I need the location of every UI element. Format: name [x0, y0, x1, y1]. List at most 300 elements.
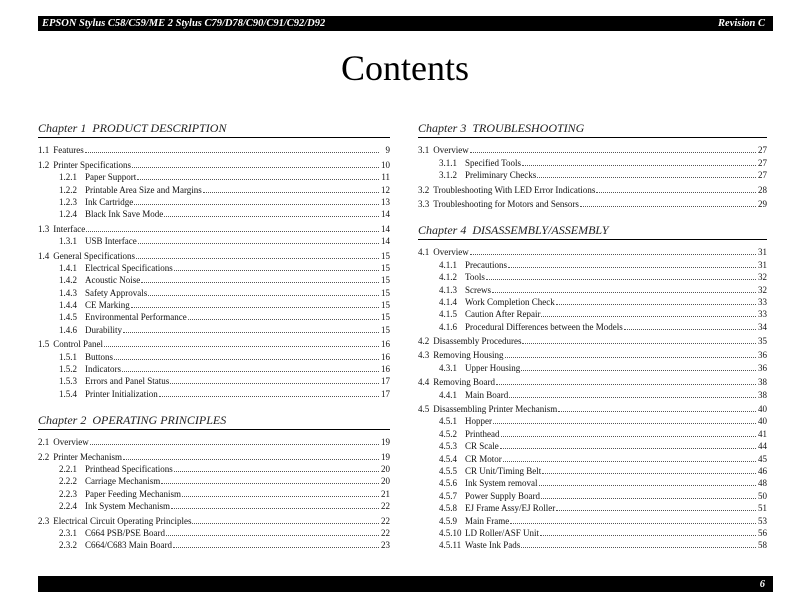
entry-title: Printhead Specifications — [85, 463, 173, 474]
dot-leader — [580, 206, 756, 207]
entry-number: 4.5.11 — [439, 540, 462, 551]
toc-subsection-entry[interactable] — [38, 527, 390, 539]
dot-leader — [541, 498, 756, 499]
entry-number: 1.4.4 — [59, 300, 77, 311]
entry-number: 1.1 — [38, 145, 50, 156]
toc-section-entry[interactable] — [38, 514, 390, 526]
toc-section-entry[interactable] — [418, 335, 767, 347]
dot-leader — [174, 270, 379, 271]
entry-number: 4.4 — [418, 377, 430, 388]
chapter-title: TROUBLESHOOTING — [472, 121, 585, 135]
entry-number: 1.4.5 — [59, 312, 77, 323]
entry-page-number: 22 — [381, 515, 390, 526]
entry-page-number: 15 — [381, 262, 390, 273]
entry-title: Features — [53, 145, 84, 156]
entry-page-number: 13 — [381, 196, 390, 207]
document-title: EPSON Stylus C58/C59/ME 2 Stylus C79/D78/C90/C91/C92/D92 — [42, 18, 326, 29]
toc-subsection-entry[interactable] — [418, 320, 767, 332]
entry-page-number: 19 — [381, 451, 390, 462]
entry-title: Troubleshooting With LED Error Indications — [433, 184, 596, 195]
entry-page-number: 15 — [381, 312, 390, 323]
entry-number: 1.5 — [38, 339, 50, 350]
entry-number: 1.5.2 — [59, 364, 77, 375]
toc-subsection-entry[interactable] — [418, 308, 767, 320]
toc-subsection-entry[interactable] — [418, 440, 767, 452]
toc-subsection-entry[interactable] — [418, 283, 767, 295]
entry-page-number: 32 — [758, 284, 767, 295]
dot-leader — [596, 192, 756, 193]
entry-number: 4.5.8 — [439, 503, 457, 514]
entry-number: 1.4.1 — [59, 262, 77, 273]
toc-column-left — [38, 121, 390, 551]
entry-title: Power Supply Board — [465, 490, 540, 501]
entry-page-number: 17 — [381, 388, 390, 399]
dot-leader — [537, 177, 756, 178]
entry-title: CR Unit/Timing Belt — [465, 465, 542, 476]
entry-title: Overview — [433, 247, 469, 258]
entry-page-number: 35 — [758, 336, 767, 347]
entry-title: CE Marking — [85, 300, 130, 311]
entry-page-number: 40 — [758, 404, 767, 415]
dot-leader — [470, 254, 756, 255]
entry-title: Electrical Circuit Operating Principles — [53, 515, 192, 526]
entry-title: CR Scale — [465, 441, 499, 452]
chapter-heading[interactable] — [418, 223, 767, 240]
entry-number: 2.2.2 — [59, 476, 77, 487]
entry-title: Upper Housing — [465, 362, 521, 373]
dot-leader — [174, 471, 379, 472]
dot-leader — [138, 243, 379, 244]
entry-page-number: 15 — [381, 324, 390, 335]
entry-page-number: 16 — [381, 364, 390, 375]
entry-number: 1.4.2 — [59, 275, 77, 286]
entry-title: Electrical Specifications — [85, 262, 173, 273]
entry-title: Carriage Mechanism — [85, 476, 161, 487]
toc-section-entry[interactable] — [418, 349, 767, 361]
chapter-spacer — [418, 210, 767, 223]
entry-title: Buttons — [85, 351, 114, 362]
entry-page-number: 38 — [758, 389, 767, 400]
entry-page-number: 27 — [758, 145, 767, 156]
entry-number: 4.4.1 — [439, 389, 457, 400]
entry-number: 3.3 — [418, 198, 430, 209]
dot-leader — [170, 383, 379, 384]
entry-page-number: 9 — [385, 145, 390, 156]
entry-number: 4.2 — [418, 336, 430, 347]
entry-number: 4.1.2 — [439, 272, 457, 283]
entry-title: Printhead — [465, 428, 500, 439]
page-title: Contents — [340, 48, 469, 88]
toc-section-entry[interactable] — [418, 198, 767, 210]
dot-leader — [173, 547, 379, 548]
entry-page-number: 53 — [758, 515, 767, 526]
entry-title: Ink System removal — [465, 478, 538, 489]
entry-page-number: 12 — [381, 184, 390, 195]
entry-title: Main Board — [465, 389, 509, 400]
entry-number: 4.5.4 — [439, 453, 457, 464]
entry-title: C664 PSB/PSE Board — [85, 527, 166, 538]
entry-number: 2.2 — [38, 451, 50, 462]
toc-subsection-entry[interactable] — [418, 271, 767, 283]
dot-leader — [192, 523, 379, 524]
dot-leader — [521, 370, 756, 371]
entry-page-number: 36 — [758, 362, 767, 373]
entry-page-number: 20 — [381, 476, 390, 487]
entry-title: Removing Board — [433, 377, 495, 388]
toc-subsection-entry[interactable] — [418, 489, 767, 501]
entry-number: 1.5.4 — [59, 388, 77, 399]
entry-number: 4.1.3 — [439, 284, 457, 295]
entry-title: Printable Area Size and Margins — [85, 184, 202, 195]
entry-number: 2.2.4 — [59, 501, 77, 512]
entry-title: Environmental Performance — [85, 312, 187, 323]
footer-bar — [38, 576, 773, 592]
entry-number: 3.1 — [418, 145, 430, 156]
dot-leader — [522, 165, 756, 166]
toc-subsection-entry[interactable] — [38, 463, 390, 475]
entry-number: 1.2.1 — [59, 172, 77, 183]
dot-leader — [508, 267, 756, 268]
entry-page-number: 48 — [758, 478, 767, 489]
entry-title: Screws — [465, 284, 491, 295]
toc-subsection-entry[interactable] — [418, 465, 767, 477]
toc-subsection-entry[interactable] — [418, 539, 767, 551]
toc-subsection-entry[interactable] — [418, 527, 767, 539]
entry-title: General Specifications — [53, 250, 135, 261]
dot-leader — [137, 179, 379, 180]
entry-page-number: 28 — [758, 184, 767, 195]
dot-leader — [134, 204, 379, 205]
dot-leader — [122, 371, 379, 372]
entry-page-number: 45 — [758, 453, 767, 464]
dot-leader — [203, 192, 379, 193]
entry-title: Safety Approvals — [85, 287, 148, 298]
entry-title: Ink System Mechanism — [85, 501, 170, 512]
toc-subsection-entry[interactable] — [38, 311, 390, 323]
toc-subsection-entry[interactable] — [38, 196, 390, 208]
chapter-heading[interactable] — [38, 121, 390, 138]
entry-page-number: 33 — [758, 309, 767, 320]
toc-section-entry[interactable] — [38, 222, 390, 234]
entry-number: 1.2 — [38, 159, 50, 170]
entry-number: 4.5.3 — [439, 441, 457, 452]
toc-subsection-entry[interactable] — [38, 487, 390, 499]
toc-subsection-entry[interactable] — [418, 502, 767, 514]
entry-page-number: 38 — [758, 377, 767, 388]
entry-number: 4.5 — [418, 404, 430, 415]
header-bar — [38, 16, 773, 31]
dot-leader — [503, 461, 756, 462]
toc-section-entry[interactable] — [418, 183, 767, 195]
entry-title: Hopper — [465, 416, 492, 427]
entry-title: Durability — [85, 324, 122, 335]
dot-leader — [556, 510, 756, 511]
entry-page-number: 44 — [758, 441, 767, 452]
entry-page-number: 15 — [381, 250, 390, 261]
dot-leader — [161, 483, 379, 484]
toc-column-right — [418, 121, 767, 551]
entry-page-number: 21 — [381, 488, 390, 499]
toc-subsection-entry[interactable] — [38, 171, 390, 183]
dot-leader — [141, 282, 379, 283]
entry-page-number: 40 — [758, 416, 767, 427]
toc-subsection-entry[interactable] — [38, 363, 390, 375]
toc-subsection-entry[interactable] — [418, 388, 767, 400]
entry-number: 2.1 — [38, 437, 50, 448]
toc-subsection-entry[interactable] — [38, 262, 390, 274]
entry-number: 1.5.3 — [59, 376, 77, 387]
entry-title: Paper Support — [85, 172, 137, 183]
chapter-label: Chapter 3 — [418, 121, 467, 135]
entry-number: 1.2.3 — [59, 196, 77, 207]
entry-page-number: 41 — [758, 428, 767, 439]
entry-title: Black Ink Save Mode — [85, 209, 164, 220]
toc-section-entry[interactable] — [418, 246, 767, 258]
entry-page-number: 31 — [758, 247, 767, 258]
toc-section-entry[interactable] — [38, 338, 390, 350]
toc-subsection-entry[interactable] — [38, 375, 390, 387]
dot-leader — [541, 316, 756, 317]
chapter-heading[interactable] — [418, 121, 767, 138]
dot-leader — [123, 459, 379, 460]
entry-page-number: 51 — [758, 503, 767, 514]
entry-title: CR Motor — [465, 453, 502, 464]
dot-leader — [132, 167, 379, 168]
toc-subsection-entry[interactable] — [38, 286, 390, 298]
entry-page-number: 19 — [381, 437, 390, 448]
entry-title: Ink Cartridge — [85, 196, 134, 207]
dot-leader — [114, 359, 379, 360]
chapter-spacer — [38, 400, 390, 413]
toc-subsection-entry[interactable] — [418, 452, 767, 464]
entry-title: Disassembly Procedures — [433, 336, 522, 347]
dot-leader — [542, 473, 756, 474]
page-number: 6 — [759, 578, 765, 590]
entry-number: 2.3.1 — [59, 527, 77, 538]
entry-number: 1.3.1 — [59, 236, 77, 247]
entry-title: C664/C683 Main Board — [85, 540, 172, 551]
toc-subsection-entry[interactable] — [418, 427, 767, 439]
dot-leader — [539, 485, 757, 486]
toc-section-entry[interactable] — [418, 144, 767, 156]
dot-leader — [501, 436, 757, 437]
toc-section-entry[interactable] — [38, 436, 390, 448]
toc-subsection-entry[interactable] — [38, 475, 390, 487]
toc-subsection-entry[interactable] — [38, 235, 390, 247]
entry-title: LD Roller/ASF Unit — [465, 527, 540, 538]
chapter-label: Chapter 1 — [38, 121, 87, 135]
entry-page-number: 10 — [381, 159, 390, 170]
entry-title: Tools — [465, 272, 485, 283]
entry-number: 2.2.3 — [59, 488, 77, 499]
chapter-title: OPERATING PRINCIPLES — [92, 412, 227, 427]
entry-title: Overview — [53, 437, 89, 448]
toc-section-entry[interactable] — [38, 158, 390, 170]
chapter-label: Chapter 2 — [38, 412, 87, 427]
dot-leader — [558, 411, 756, 412]
toc-subsection-entry[interactable] — [418, 477, 767, 489]
entry-page-number: 15 — [381, 287, 390, 298]
entry-number: 3.2 — [418, 184, 430, 195]
entry-title: Indicators — [85, 364, 121, 375]
entry-title: Caution After Repair — [465, 309, 541, 320]
entry-page-number: 23 — [381, 540, 390, 551]
toc-section-entry[interactable] — [38, 450, 390, 462]
dot-leader — [188, 319, 379, 320]
entry-title: Printer Specifications — [53, 159, 131, 170]
dot-leader — [509, 397, 756, 398]
toc-subsection-entry[interactable] — [418, 156, 767, 168]
entry-number: 4.1.6 — [439, 321, 457, 332]
dot-leader — [510, 523, 756, 524]
chapter-label: Chapter 4 — [418, 222, 467, 237]
dot-leader — [624, 329, 756, 330]
entry-title: Main Frame — [465, 515, 510, 526]
dot-leader — [496, 384, 756, 385]
dot-leader — [500, 448, 756, 449]
entry-title: Errors and Panel Status — [85, 376, 170, 387]
entry-title: Control Panel — [53, 339, 103, 350]
entry-title: Printer Initialization — [85, 388, 158, 399]
entry-number: 2.3 — [38, 515, 50, 526]
entry-number: 2.3.2 — [59, 540, 77, 551]
entry-title: Procedural Differences between the Models — [465, 321, 623, 332]
entry-title: Disassembling Printer Mechanism — [433, 404, 558, 415]
dot-leader — [136, 258, 379, 259]
entry-number: 4.5.2 — [439, 428, 457, 439]
entry-title: Paper Feeding Mechanism — [85, 488, 181, 499]
chapter-heading[interactable] — [38, 413, 390, 430]
toc-subsection-entry[interactable] — [38, 208, 390, 220]
dot-leader — [521, 547, 756, 548]
dot-leader — [164, 216, 379, 217]
toc-section-entry[interactable] — [38, 249, 390, 261]
dot-leader — [182, 496, 379, 497]
entry-number: 3.1.2 — [439, 170, 457, 181]
entry-page-number: 15 — [381, 275, 390, 286]
entry-title: Removing Housing — [433, 350, 504, 361]
entry-number: 4.5.6 — [439, 478, 457, 489]
toc-subsection-entry[interactable] — [418, 514, 767, 526]
entry-title: Waste Ink Pads — [465, 540, 521, 551]
entry-number: 4.1.1 — [439, 259, 457, 270]
dot-leader — [131, 307, 379, 308]
dot-leader — [171, 508, 379, 509]
dot-leader — [90, 444, 379, 445]
entry-page-number: 22 — [381, 501, 390, 512]
entry-number: 2.2.1 — [59, 463, 77, 474]
entry-number: 4.5.10 — [439, 527, 462, 538]
entry-page-number: 58 — [758, 540, 767, 551]
entry-title: Preliminary Checks — [465, 170, 537, 181]
entry-number: 4.5.7 — [439, 490, 457, 501]
entry-number: 1.5.1 — [59, 351, 77, 362]
toc-subsection-entry[interactable] — [38, 183, 390, 195]
toc-subsection-entry[interactable] — [38, 299, 390, 311]
dot-leader — [522, 343, 756, 344]
toc-section-entry[interactable] — [38, 144, 390, 156]
entry-title: Acoustic Noise — [85, 275, 141, 286]
dot-leader — [86, 231, 379, 232]
toc-subsection-entry[interactable] — [38, 539, 390, 551]
dot-leader — [486, 279, 756, 280]
toc-subsection-entry[interactable] — [418, 361, 767, 373]
dot-leader — [148, 295, 379, 296]
entry-title: Work Completion Check — [465, 296, 555, 307]
entry-page-number: 34 — [758, 321, 767, 332]
entry-page-number: 27 — [758, 170, 767, 181]
dot-leader — [470, 152, 756, 153]
entry-number: 4.3 — [418, 350, 430, 361]
dot-leader — [166, 535, 379, 536]
dot-leader — [123, 332, 379, 333]
dot-leader — [493, 423, 756, 424]
entry-number: 1.2.2 — [59, 184, 77, 195]
entry-title: USB Interface — [85, 236, 137, 247]
dot-leader — [492, 292, 756, 293]
entry-page-number: 31 — [758, 259, 767, 270]
toc-section-entry[interactable] — [418, 376, 767, 388]
entry-number: 1.4.3 — [59, 287, 77, 298]
toc-subsection-entry[interactable] — [418, 296, 767, 308]
entry-number: 1.4 — [38, 250, 50, 261]
dot-leader — [540, 535, 756, 536]
toc-section-entry[interactable] — [418, 403, 767, 415]
entry-page-number: 29 — [758, 198, 767, 209]
entry-number: 1.4.6 — [59, 324, 77, 335]
entry-page-number: 27 — [758, 157, 767, 168]
entry-number: 1.2.4 — [59, 209, 77, 220]
entry-page-number: 56 — [758, 527, 767, 538]
entry-number: 4.1 — [418, 247, 430, 258]
toc-subsection-entry[interactable] — [38, 323, 390, 335]
entry-number: 4.1.4 — [439, 296, 457, 307]
entry-page-number: 50 — [758, 490, 767, 501]
dot-leader — [85, 152, 379, 153]
toc-subsection-entry[interactable] — [38, 274, 390, 286]
toc-subsection-entry[interactable] — [38, 387, 390, 399]
entry-number: 3.1.1 — [439, 157, 457, 168]
toc-subsection-entry[interactable] — [38, 500, 390, 512]
entry-number: 4.1.5 — [439, 309, 457, 320]
entry-page-number: 17 — [381, 376, 390, 387]
entry-number: 4.3.1 — [439, 362, 457, 373]
entry-page-number: 11 — [381, 172, 390, 183]
toc-subsection-entry[interactable] — [418, 415, 767, 427]
entry-page-number: 16 — [381, 351, 390, 362]
toc-subsection-entry[interactable] — [38, 350, 390, 362]
entry-title: Troubleshooting for Motors and Sensors — [433, 198, 579, 209]
entry-page-number: 36 — [758, 350, 767, 361]
revision-label: Revision C — [718, 18, 765, 29]
dot-leader — [505, 357, 756, 358]
entry-page-number: 14 — [381, 236, 390, 247]
entry-page-number: 22 — [381, 527, 390, 538]
dot-leader — [104, 346, 379, 347]
entry-page-number: 14 — [381, 223, 390, 234]
toc-subsection-entry[interactable] — [418, 258, 767, 270]
chapter-title: PRODUCT DESCRIPTION — [92, 121, 227, 135]
entry-title: Interface — [53, 223, 86, 234]
entry-page-number: 16 — [381, 339, 390, 350]
entry-title: Printer Mechanism — [53, 451, 122, 462]
entry-page-number: 33 — [758, 296, 767, 307]
entry-title: EJ Frame Assy/EJ Roller — [465, 503, 556, 514]
toc-subsection-entry[interactable] — [418, 169, 767, 181]
entry-page-number: 20 — [381, 463, 390, 474]
entry-number: 4.5.5 — [439, 465, 457, 476]
entry-page-number: 14 — [381, 209, 390, 220]
